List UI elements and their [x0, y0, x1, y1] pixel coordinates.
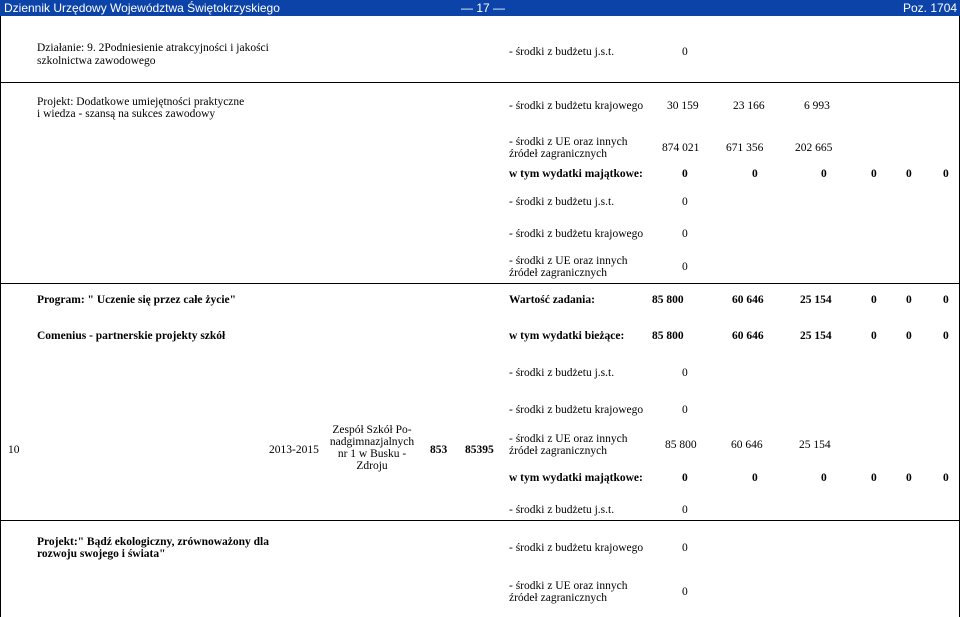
unit-name-cont: nadgimnazjalnych [329, 436, 415, 448]
page-number: — 17 — [461, 1, 506, 15]
dzial-cell: 853 [430, 444, 448, 456]
value-cell: 0 [943, 472, 949, 484]
value-cell: 25 154 [800, 330, 832, 342]
document-header [0, 0, 960, 16]
unit-name-cont: nr 1 w Busku - [337, 448, 407, 460]
value-cell: 0 [906, 294, 912, 306]
unit-name-cont: Zdroju [356, 460, 388, 472]
value-cell: 0 [943, 168, 949, 180]
row-divider [0, 520, 960, 521]
lp-cell: 10 [8, 444, 20, 456]
dzialanie-label: Działanie: 9. 2Podniesienie atrakcyjności i jakości [37, 42, 269, 54]
value-cell: 202 665 [795, 142, 833, 154]
source-label: - środki z budżetu krajowego [509, 542, 644, 554]
value-cell: 6 993 [804, 100, 830, 112]
source-label: - środki z budżetu j.s.t. [509, 367, 615, 379]
projekt-label: Projekt: Dodatkowe umiejętności praktyczne [37, 96, 245, 108]
value-cell: 60 646 [732, 294, 764, 306]
source-label: - środki z UE oraz innych [509, 136, 628, 148]
unit-name: Zespół Szkół Po- [332, 424, 412, 436]
value-cell: 0 [906, 472, 912, 484]
period-cell: 2013-2015 [269, 444, 319, 456]
majatkowe-label: w tym wydatki majątkowe: [509, 168, 643, 180]
projekt-label-cont: i wiedza - szansą na sukces zawodowy [37, 108, 216, 120]
comenius-label: Comenius - partnerskie projekty szkół [37, 330, 226, 342]
value-cell: 0 [752, 168, 758, 180]
value-cell: 60 646 [731, 439, 763, 451]
biezace-label: w tym wydatki bieżące: [509, 330, 625, 342]
value-cell: 0 [682, 46, 688, 58]
source-label: - środki z budżetu j.s.t. [509, 46, 615, 58]
row-divider [0, 82, 960, 83]
value-cell: 0 [943, 294, 949, 306]
value-cell: 85 800 [652, 294, 684, 306]
value-cell: 0 [682, 586, 688, 598]
source-label: - środki z budżetu j.s.t. [509, 504, 615, 516]
journal-title: Dziennik Urzędowy Województwa Świętokrzyskiego [4, 1, 280, 15]
value-cell: 671 356 [726, 142, 764, 154]
value-cell: 30 159 [667, 100, 699, 112]
value-cell: 0 [821, 168, 827, 180]
value-cell: 0 [682, 228, 688, 240]
value-cell: 0 [682, 196, 688, 208]
value-cell: 23 166 [733, 100, 765, 112]
value-cell: 0 [871, 294, 877, 306]
source-label: - środki z budżetu krajowego [509, 404, 644, 416]
value-cell: 0 [871, 472, 877, 484]
value-cell: 0 [682, 472, 688, 484]
source-label: - środki z budżetu krajowego [509, 228, 644, 240]
source-label-cont: źródeł zagranicznych [509, 148, 608, 160]
value-cell: 0 [906, 168, 912, 180]
value-cell: 0 [682, 542, 688, 554]
dzialanie-label-cont: szkolnictwa zawodowego [37, 55, 156, 67]
program-label: Program: " Uczenie się przez całe życie" [37, 294, 237, 306]
value-cell: 0 [682, 404, 688, 416]
value-cell: 874 021 [662, 142, 700, 154]
value-cell: 0 [906, 330, 912, 342]
projekt-label: Projekt:" Bądź ekologiczny, zrównoważony dla [37, 536, 270, 548]
value-cell: 0 [682, 367, 688, 379]
value-cell: 60 646 [732, 330, 764, 342]
position-number: Poz. 1704 [903, 1, 958, 15]
source-label: - środki z UE oraz innych [509, 433, 628, 445]
source-label-cont: źródeł zagranicznych [509, 592, 608, 604]
value-cell: 85 800 [652, 330, 684, 342]
table-border-left [0, 16, 1, 617]
value-cell: 0 [682, 261, 688, 273]
value-cell: 85 800 [665, 439, 697, 451]
value-cell: 0 [682, 504, 688, 516]
value-cell: 0 [871, 330, 877, 342]
value-cell: 25 154 [799, 439, 831, 451]
source-label-cont: źródeł zagranicznych [509, 267, 608, 279]
value-cell: 0 [943, 330, 949, 342]
value-cell: 0 [752, 472, 758, 484]
majatkowe-label: w tym wydatki majątkowe: [509, 472, 643, 484]
value-cell: 25 154 [800, 294, 832, 306]
wartosc-label: Wartość zadania: [509, 294, 595, 306]
rozdzial-cell: 85395 [465, 444, 494, 456]
source-label: - środki z budżetu krajowego [509, 100, 644, 112]
projekt-label-cont: rozwoju swojego i świata" [37, 548, 166, 560]
source-label: - środki z UE oraz innych [509, 255, 628, 267]
value-cell: 0 [871, 168, 877, 180]
value-cell: 0 [682, 168, 688, 180]
source-label: - środki z budżetu j.s.t. [509, 196, 615, 208]
source-label-cont: źródeł zagranicznych [509, 445, 608, 457]
row-divider [0, 283, 960, 284]
source-label: - środki z UE oraz innych [509, 580, 628, 592]
value-cell: 0 [821, 472, 827, 484]
